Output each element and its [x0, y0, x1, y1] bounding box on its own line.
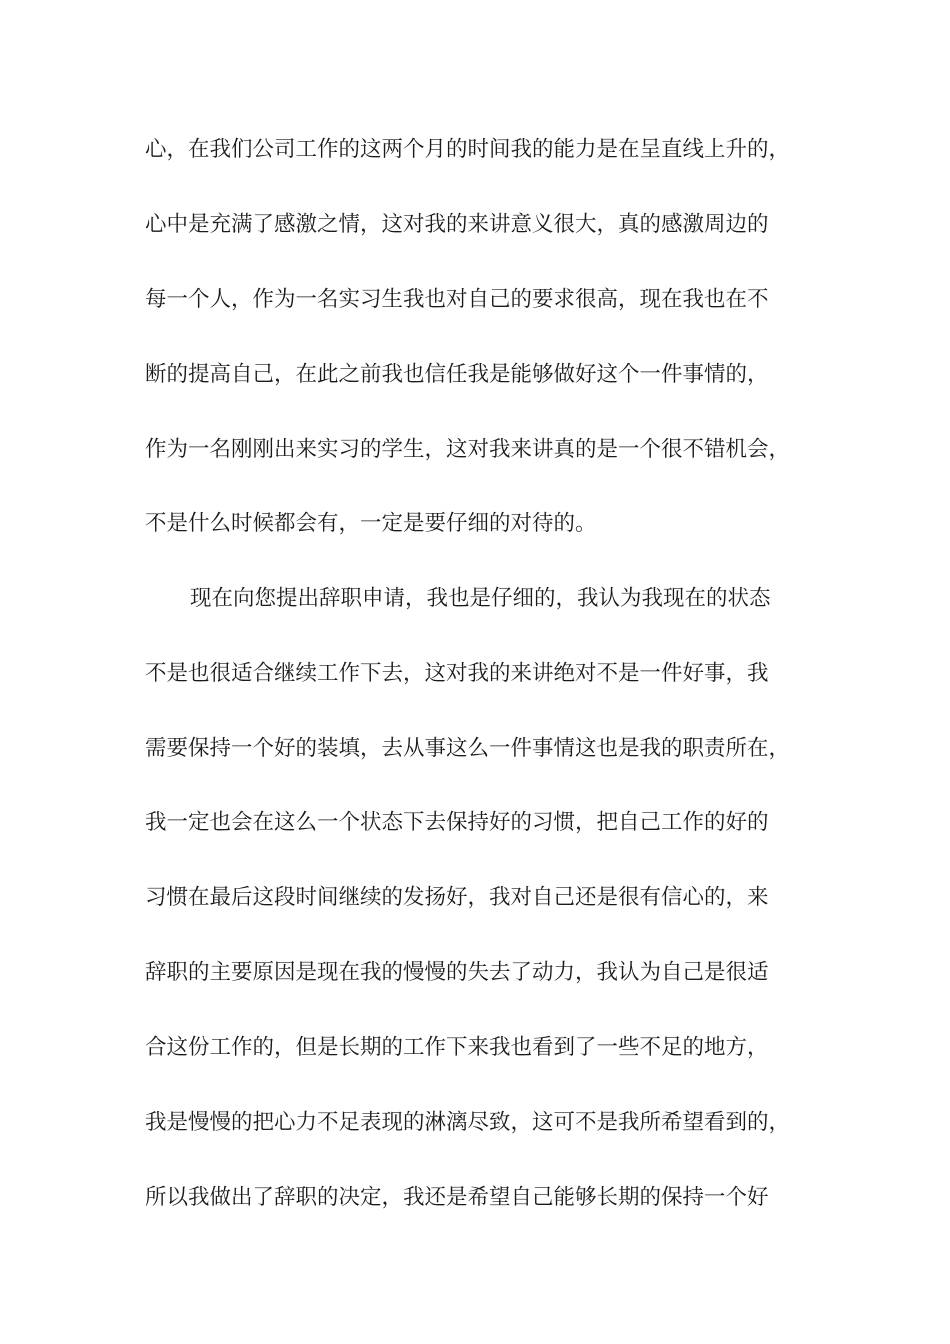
text-line: 心，在我们公司工作的这两个月的时间我的能力是在呈直线上升的，: [145, 137, 791, 162]
text-line: 需要保持一个好的装填，去从事这么一件事情这也是我的职责所在，: [145, 736, 791, 761]
text-line: 习惯在最后这段时间继续的发扬好，我对自己还是很有信心的，来: [145, 885, 769, 910]
text-line: 断的提高自己，在此之前我也信任我是能够做好这个一件事情的，: [145, 362, 769, 387]
paragraph-start-line: 现在向您提出辞职申请，我也是仔细的，我认为我现在的状态: [190, 586, 771, 611]
text-line: 不是也很适合继续工作下去，这对我的来讲绝对不是一件好事，我: [145, 661, 769, 686]
text-line: 我是慢慢的把心力不足表现的淋漓尽致，这可不是我所希望看到的，: [145, 1110, 791, 1135]
text-line: 不是什么时候都会有，一定是要仔细的对待的。: [145, 511, 597, 536]
text-line: 我一定也会在这么一个状态下去保持好的习惯，把自己工作的好的: [145, 810, 769, 835]
text-line: 所以我做出了辞职的决定，我还是希望自己能够长期的保持一个好: [145, 1185, 769, 1210]
text-line: 作为一名刚刚出来实习的学生，这对我来讲真的是一个很不错机会，: [145, 437, 791, 462]
text-line: 心中是充满了感激之情，这对我的来讲意义很大，真的感激周边的: [145, 212, 769, 237]
text-line: 每一个人，作为一名实习生我也对自己的要求很高，现在我也在不: [145, 287, 769, 312]
text-line: 辞职的主要原因是现在我的慢慢的失去了动力，我认为自己是很适: [145, 960, 769, 985]
text-line: 合这份工作的，但是长期的工作下来我也看到了一些不足的地方，: [145, 1035, 769, 1060]
